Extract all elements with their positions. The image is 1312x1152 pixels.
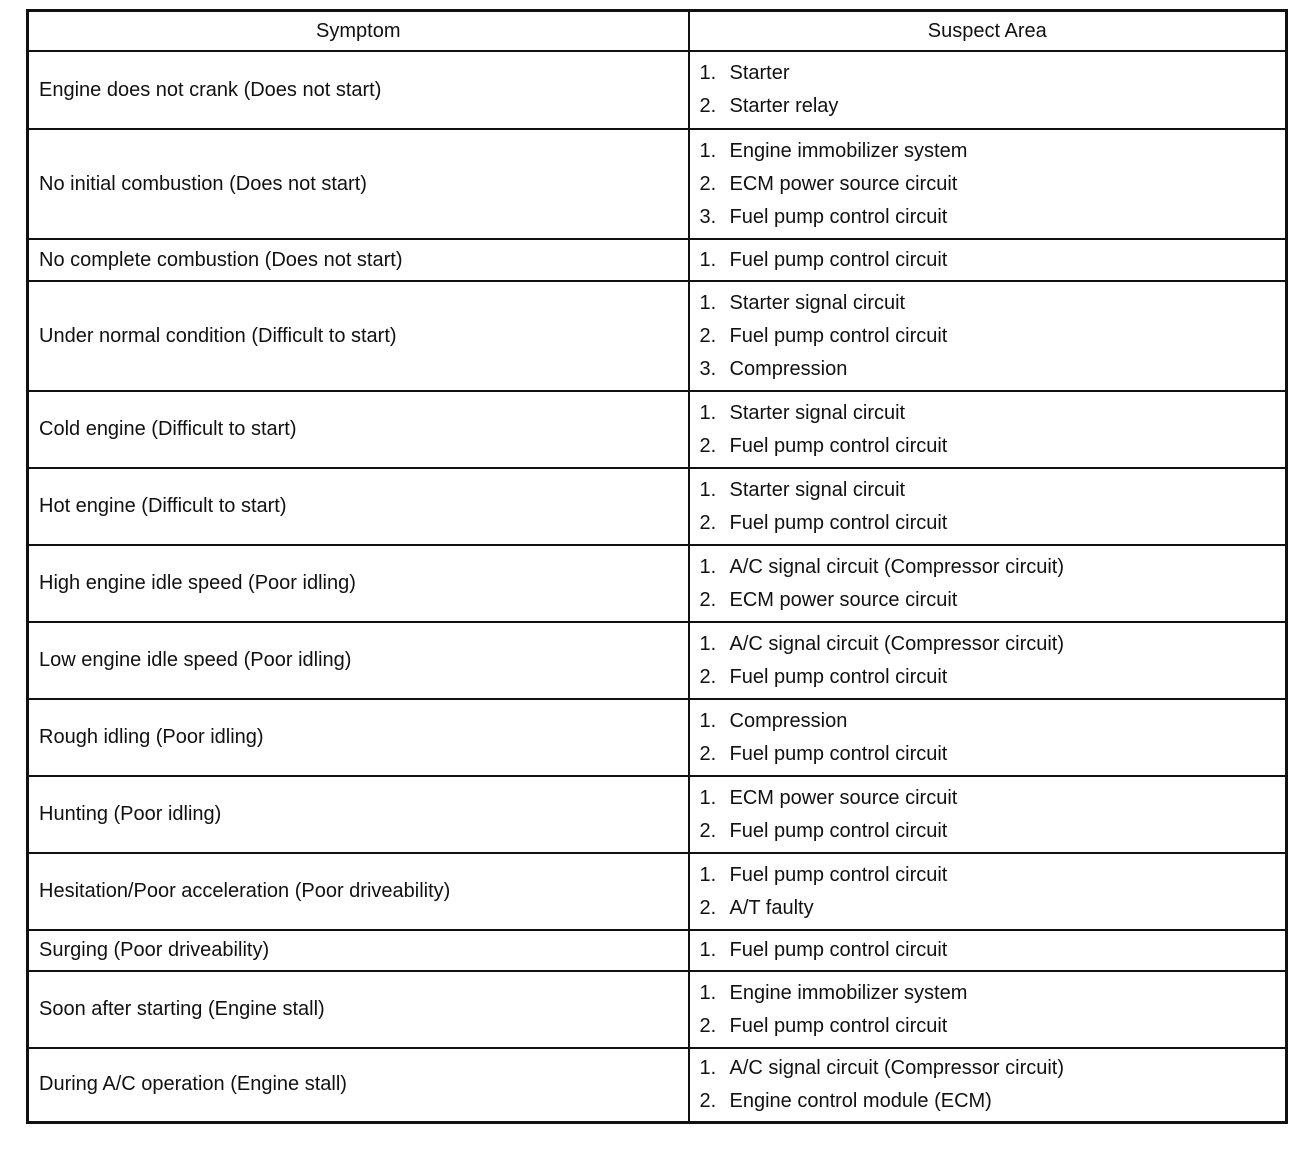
item-text: Starter signal circuit	[729, 478, 906, 501]
item-number: 2.	[699, 95, 717, 117]
item-number: 1.	[699, 291, 717, 314]
suspect-area-list	[700, 287, 1286, 386]
suspect-area-cell	[689, 468, 1287, 545]
symptom-cell: Soon after starting (Engine stall)	[28, 971, 689, 1048]
symptom-cell: During A/C operation (Engine stall)	[28, 1048, 689, 1122]
list-item	[700, 661, 1286, 694]
item-number: 1.	[699, 632, 717, 655]
item-text: A/C signal circuit (Compressor circuit)	[729, 632, 1065, 655]
list-item	[700, 892, 1286, 925]
symptom-cell: Under normal condition (Difficult to start)	[28, 281, 689, 391]
list-item	[700, 201, 1286, 234]
item-number: 1.	[699, 248, 717, 271]
item-number: 2.	[699, 896, 717, 919]
item-number: 1.	[699, 555, 717, 578]
item-number: 1.	[699, 939, 717, 961]
list-item	[700, 815, 1286, 848]
list-item	[700, 738, 1286, 771]
item-text: Fuel pump control circuit	[729, 665, 948, 688]
item-text: Fuel pump control circuit	[729, 434, 948, 457]
list-item	[700, 1052, 1286, 1085]
list-item	[700, 782, 1286, 815]
symptom-cell: Engine does not crank (Does not start)	[28, 51, 689, 129]
symptom-cell: Low engine idle speed (Poor idling)	[28, 622, 689, 699]
item-text: Compression	[729, 357, 848, 380]
list-item	[700, 397, 1286, 430]
list-item	[700, 628, 1286, 661]
symptom-cell: Hot engine (Difficult to start)	[28, 468, 689, 545]
item-text: Fuel pump control circuit	[729, 742, 948, 765]
table-row	[28, 853, 1287, 930]
symptom-cell: Hesitation/Poor acceleration (Poor driveability)	[28, 853, 689, 930]
suspect-area-cell	[689, 391, 1287, 468]
symptom-cell: Rough idling (Poor idling)	[28, 699, 689, 776]
table-header	[28, 11, 1287, 52]
suspect-area-list	[700, 859, 1286, 925]
list-item	[700, 287, 1286, 320]
list-item	[700, 135, 1286, 168]
item-text: Fuel pump control circuit	[729, 863, 948, 886]
item-number: 1.	[699, 62, 717, 84]
list-item	[700, 320, 1286, 353]
list-item	[700, 507, 1286, 540]
table-row	[28, 699, 1287, 776]
item-text: Fuel pump control circuit	[729, 248, 948, 271]
list-item	[700, 168, 1286, 201]
list-item	[700, 353, 1286, 386]
suspect-area-list	[700, 135, 1286, 234]
item-text: Fuel pump control circuit	[729, 939, 948, 961]
item-text: Fuel pump control circuit	[729, 511, 948, 534]
suspect-area-cell	[689, 1048, 1287, 1122]
item-text: A/C signal circuit (Compressor circuit)	[729, 555, 1065, 578]
item-text: Fuel pump control circuit	[729, 205, 948, 228]
table-row	[28, 971, 1287, 1048]
item-text: Fuel pump control circuit	[729, 1014, 948, 1037]
item-text: Starter	[729, 62, 790, 84]
symptom-table	[26, 9, 1288, 1124]
item-number: 2.	[699, 1014, 717, 1037]
suspect-area-list	[700, 1052, 1286, 1118]
item-text: Starter relay	[729, 95, 839, 117]
suspect-area-list	[700, 474, 1286, 540]
table-body	[28, 51, 1287, 1122]
item-text: ECM power source circuit	[729, 588, 958, 611]
item-number: 1.	[699, 863, 717, 886]
item-number: 1.	[699, 786, 717, 809]
table-row	[28, 468, 1287, 545]
item-text: A/T faulty	[729, 896, 814, 919]
symptom-cell: High engine idle speed (Poor idling)	[28, 545, 689, 622]
item-number: 3.	[699, 357, 717, 380]
symptom-cell: Surging (Poor driveability)	[28, 930, 689, 971]
item-number: 2.	[699, 434, 717, 457]
item-number: 2.	[699, 665, 717, 688]
item-text: ECM power source circuit	[729, 172, 958, 195]
table-row	[28, 1048, 1287, 1122]
item-text: Fuel pump control circuit	[729, 819, 948, 842]
header-symptom: Symptom	[28, 11, 689, 52]
header-suspect-area: Suspect Area	[689, 11, 1287, 52]
symptom-cell: No complete combustion (Does not start)	[28, 239, 689, 281]
symptom-cell: No initial combustion (Does not start)	[28, 129, 689, 239]
table-row	[28, 281, 1287, 391]
suspect-area-cell	[689, 930, 1287, 971]
list-item	[700, 584, 1286, 617]
suspect-area-cell	[689, 281, 1287, 391]
item-text: Engine control module (ECM)	[729, 1089, 992, 1112]
item-number: 1.	[699, 139, 717, 162]
item-number: 2.	[699, 819, 717, 842]
list-item	[700, 430, 1286, 463]
item-number: 2.	[699, 742, 717, 765]
list-item	[700, 934, 1286, 967]
item-number: 1.	[699, 401, 717, 424]
table-row	[28, 391, 1287, 468]
list-item	[700, 474, 1286, 507]
item-text: Fuel pump control circuit	[729, 324, 948, 347]
suspect-area-list	[700, 934, 1286, 967]
item-number: 2.	[699, 588, 717, 611]
item-number: 3.	[699, 205, 717, 228]
list-item	[700, 1085, 1286, 1118]
table-row	[28, 239, 1287, 281]
item-number: 1.	[699, 981, 717, 1004]
item-text: Engine immobilizer system	[729, 981, 968, 1004]
suspect-area-list	[700, 244, 1286, 277]
table-row	[28, 51, 1287, 129]
symptom-cell: Hunting (Poor idling)	[28, 776, 689, 853]
item-number: 1.	[699, 478, 717, 501]
list-item	[700, 551, 1286, 584]
list-item	[700, 90, 1286, 123]
suspect-area-list	[700, 551, 1286, 617]
symptom-cell: Cold engine (Difficult to start)	[28, 391, 689, 468]
suspect-area-list	[700, 977, 1286, 1043]
table-row	[28, 545, 1287, 622]
suspect-area-cell	[689, 129, 1287, 239]
table-row	[28, 129, 1287, 239]
item-number: 2.	[699, 172, 717, 195]
list-item	[700, 859, 1286, 892]
list-item	[700, 977, 1286, 1010]
item-text: ECM power source circuit	[729, 786, 958, 809]
suspect-area-cell	[689, 971, 1287, 1048]
table-row	[28, 776, 1287, 853]
list-item	[700, 57, 1286, 90]
item-text: Engine immobilizer system	[729, 139, 968, 162]
suspect-area-cell	[689, 51, 1287, 129]
table-row	[28, 622, 1287, 699]
item-number: 1.	[699, 709, 717, 732]
suspect-area-cell	[689, 776, 1287, 853]
suspect-area-cell	[689, 545, 1287, 622]
item-number: 1.	[699, 1056, 717, 1079]
suspect-area-list	[700, 782, 1286, 848]
list-item	[700, 705, 1286, 738]
list-item	[700, 1010, 1286, 1043]
suspect-area-list	[700, 628, 1286, 694]
suspect-area-cell	[689, 699, 1287, 776]
item-text: Starter signal circuit	[729, 401, 906, 424]
item-text: Starter signal circuit	[729, 291, 906, 314]
suspect-area-list	[700, 397, 1286, 463]
table-row	[28, 930, 1287, 971]
header-row	[28, 11, 1287, 52]
item-number: 2.	[699, 324, 717, 347]
item-text: A/C signal circuit (Compressor circuit)	[729, 1056, 1065, 1079]
suspect-area-cell	[689, 853, 1287, 930]
item-number: 2.	[699, 511, 717, 534]
suspect-area-cell	[689, 239, 1287, 281]
item-text: Compression	[729, 709, 848, 732]
list-item	[700, 244, 1286, 277]
suspect-area-cell	[689, 622, 1287, 699]
suspect-area-list	[700, 57, 1286, 123]
suspect-area-list	[700, 705, 1286, 771]
item-number: 2.	[699, 1089, 717, 1112]
